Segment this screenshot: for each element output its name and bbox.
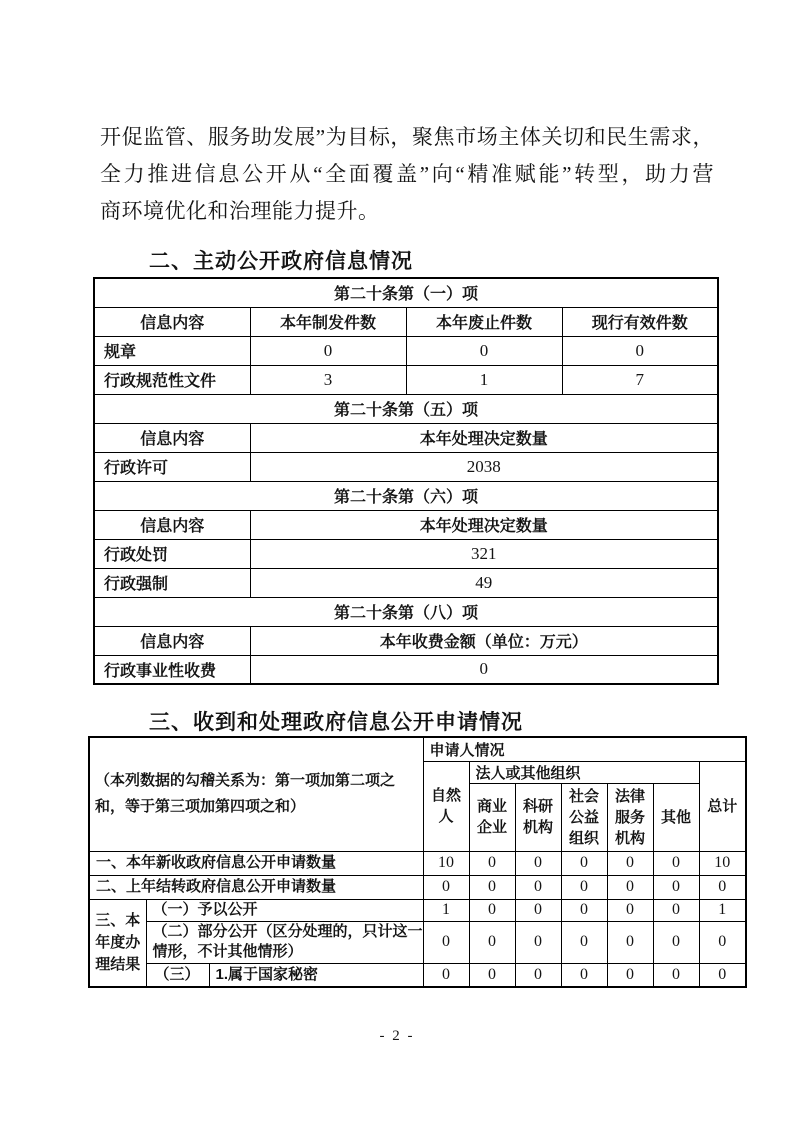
result-row-label: （一）予以公开 <box>146 899 423 921</box>
applicant-status-header: 申请人情况 <box>423 737 746 761</box>
cell-value: 0 <box>423 963 469 987</box>
org-type-header: 商业企业 <box>469 783 515 851</box>
cell-value: 0 <box>406 336 562 365</box>
request-row-label: 一、本年新收政府信息公开申请数量 <box>89 851 423 875</box>
table-row <box>89 899 746 921</box>
row-label: 行政处罚 <box>94 539 250 568</box>
cell-value: 321 <box>250 539 718 568</box>
cell-value: 0 <box>561 921 607 963</box>
cell-value: 0 <box>515 963 561 987</box>
cell-value: 0 <box>469 963 515 987</box>
result-row-label: （三） <box>146 963 209 987</box>
cell-value: 0 <box>469 899 515 921</box>
cell-value: 10 <box>423 851 469 875</box>
body-paragraph <box>100 119 714 230</box>
section-title: 第二十条第（一）项 <box>94 278 718 307</box>
paragraph-line: 全力推进信息公开从“全面覆盖”向“精准赋能”转型，助力营 <box>100 162 714 186</box>
column-header: 信息内容 <box>94 307 250 336</box>
column-header: 现行有效件数 <box>562 307 718 336</box>
paragraph-line: 开促监管、服务助发展”为目标，聚焦市场主体关切和民生需求， <box>100 125 714 149</box>
cell-value: 0 <box>423 875 469 899</box>
table-row <box>94 626 718 655</box>
table-note: （本列数据的勾稽关系为：第一项加第二项之和，等于第三项加第四项之和） <box>89 737 423 851</box>
section-title: 第二十条第（六）项 <box>94 481 718 510</box>
org-type-header: 法律服务机构 <box>607 783 653 851</box>
section-title: 第二十条第（五）项 <box>94 394 718 423</box>
cell-value: 0 <box>653 851 699 875</box>
cell-value: 0 <box>562 336 718 365</box>
cell-value: 0 <box>653 963 699 987</box>
cell-value: 0 <box>607 851 653 875</box>
row-label: 行政强制 <box>94 568 250 597</box>
cell-value: 0 <box>515 851 561 875</box>
column-header: 信息内容 <box>94 423 250 452</box>
section-title: 第二十条第（八）项 <box>94 597 718 626</box>
org-type-header: 社会公益组织 <box>561 783 607 851</box>
table-row <box>89 875 746 899</box>
row-label: 行政事业性收费 <box>94 655 250 684</box>
row-label: 行政许可 <box>94 452 250 481</box>
table-row <box>94 278 718 307</box>
table-row <box>94 365 718 394</box>
table-row <box>94 568 718 597</box>
cell-value: 7 <box>562 365 718 394</box>
cell-value: 0 <box>699 875 746 899</box>
cell-value: 0 <box>469 851 515 875</box>
cell-value: 1 <box>699 899 746 921</box>
cell-value: 0 <box>653 875 699 899</box>
cell-value: 0 <box>561 875 607 899</box>
section2-heading: 二、主动公开政府信息情况 <box>149 250 413 273</box>
page-number: - 2 - <box>379 1028 415 1044</box>
cell-value: 2038 <box>250 452 718 481</box>
column-header: 本年制发件数 <box>250 307 406 336</box>
cell-value: 0 <box>250 336 406 365</box>
table-row <box>89 921 746 963</box>
column-header: 本年收费金额（单位：万元） <box>250 626 718 655</box>
cell-value: 0 <box>607 921 653 963</box>
table-row <box>89 963 746 987</box>
column-header: 本年废止件数 <box>406 307 562 336</box>
natural-person-header: 自然人 <box>423 761 469 851</box>
cell-value: 0 <box>699 963 746 987</box>
cell-value: 0 <box>561 851 607 875</box>
cell-value: 0 <box>515 921 561 963</box>
cell-value: 1 <box>406 365 562 394</box>
cell-value: 3 <box>250 365 406 394</box>
cell-value: 0 <box>699 921 746 963</box>
state-secret-label: 1.属于国家秘密 <box>209 963 423 987</box>
column-header: 本年处理决定数量 <box>250 423 718 452</box>
cell-value: 0 <box>607 875 653 899</box>
cell-value: 10 <box>699 851 746 875</box>
cell-value: 0 <box>607 963 653 987</box>
column-header: 信息内容 <box>94 510 250 539</box>
column-header: 本年处理决定数量 <box>250 510 718 539</box>
table-row <box>94 452 718 481</box>
column-header: 信息内容 <box>94 626 250 655</box>
section3-heading: 三、收到和处理政府信息公开申请情况 <box>149 711 523 734</box>
table-row <box>94 597 718 626</box>
cell-value: 0 <box>561 963 607 987</box>
cell-value: 0 <box>250 655 718 684</box>
cell-value: 0 <box>515 875 561 899</box>
table-row <box>94 423 718 452</box>
table-row <box>94 539 718 568</box>
result-group-label: 三、本年度办理结果 <box>89 899 146 987</box>
cell-value: 0 <box>515 899 561 921</box>
org-type-header: 其他 <box>653 783 699 851</box>
table-row <box>94 481 718 510</box>
table-row <box>94 510 718 539</box>
request-row-label: 二、上年结转政府信息公开申请数量 <box>89 875 423 899</box>
org-group-header: 法人或其他组织 <box>469 761 699 783</box>
proactive-disclosure-table <box>93 277 719 685</box>
paragraph-line: 商环境优化和治理能力提升。 <box>100 199 380 223</box>
cell-value: 0 <box>561 899 607 921</box>
cell-value: 0 <box>469 875 515 899</box>
cell-value: 0 <box>423 921 469 963</box>
cell-value: 0 <box>653 899 699 921</box>
org-type-header: 科研机构 <box>515 783 561 851</box>
row-label: 行政规范性文件 <box>94 365 250 394</box>
cell-value: 0 <box>653 921 699 963</box>
cell-value: 1 <box>423 899 469 921</box>
result-row-label: （二）部分公开（区分处理的，只计这一情形，不计其他情形） <box>146 921 423 963</box>
table-row <box>89 851 746 875</box>
cell-value: 49 <box>250 568 718 597</box>
row-label: 规章 <box>94 336 250 365</box>
cell-value: 0 <box>469 921 515 963</box>
table-row <box>89 737 746 761</box>
total-header: 总计 <box>699 761 746 851</box>
table-row <box>94 307 718 336</box>
table-row <box>94 655 718 684</box>
table-row <box>94 336 718 365</box>
requests-table <box>88 736 747 988</box>
cell-value: 0 <box>607 899 653 921</box>
table-row <box>94 394 718 423</box>
